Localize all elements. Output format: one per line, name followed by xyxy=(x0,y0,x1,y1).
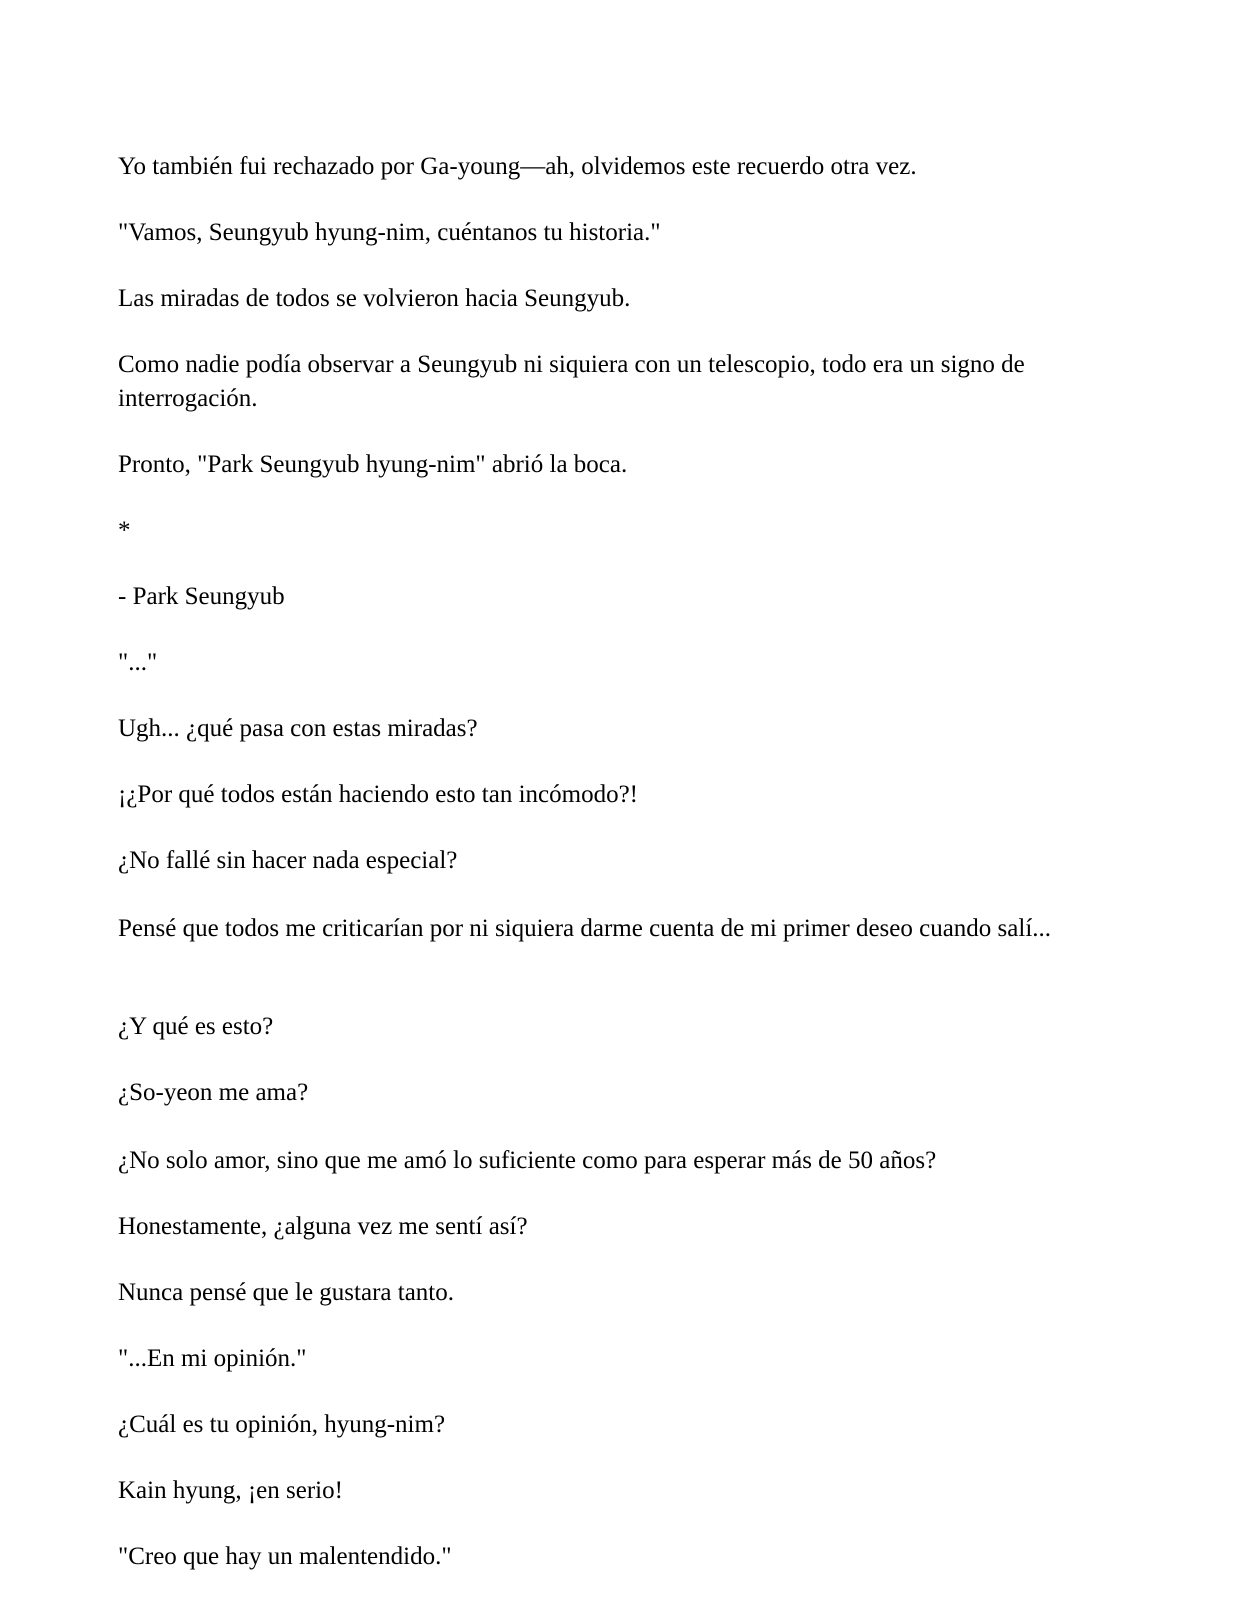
paragraph: ¿Y qué es esto? xyxy=(118,1013,274,1040)
paragraph: Las miradas de todos se volvieron hacia Seungyub. xyxy=(118,285,631,312)
paragraph: Ugh... ¿qué pasa con estas miradas? xyxy=(118,715,478,742)
paragraph: "...En mi opinión." xyxy=(118,1345,307,1372)
paragraph: "Vamos, Seungyub hyung-nim, cuéntanos tu historia." xyxy=(118,219,661,246)
paragraph: ¿Cuál es tu opinión, hyung-nim? xyxy=(118,1411,446,1438)
paragraph: Honestamente, ¿alguna vez me sentí así? xyxy=(118,1213,528,1240)
paragraph: Pronto, "Park Seungyub hyung-nim" abrió la boca. xyxy=(118,451,628,478)
section-separator: * xyxy=(118,517,131,544)
paragraph: "Creo que hay un malentendido." xyxy=(118,1543,452,1570)
paragraph: Como nadie podía observar a Seungyub ni siquiera con un telescopio, todo era un signo de interrogación. xyxy=(118,351,1025,412)
paragraph: ¿No fallé sin hacer nada especial? xyxy=(118,847,458,874)
paragraph: ¿No solo amor, sino que me amó lo suficiente como para esperar más de 50 años? xyxy=(118,1147,937,1174)
paragraph: Pensé que todos me criticarían por ni siquiera darme cuenta de mi primer deseo cuando salí... xyxy=(118,915,1052,942)
paragraph: "..." xyxy=(118,649,158,676)
paragraph: Yo también fui rechazado por Ga-young—ah, olvidemos este recuerdo otra vez. xyxy=(118,153,917,180)
paragraph: Nunca pensé que le gustara tanto. xyxy=(118,1279,454,1306)
paragraph: Kain hyung, ¡en serio! xyxy=(118,1477,343,1504)
paragraph: ¿So-yeon me ama? xyxy=(118,1079,309,1106)
paragraph: ¡¿Por qué todos están haciendo esto tan incómodo?! xyxy=(118,781,638,808)
section-heading: - Park Seungyub xyxy=(118,583,285,610)
